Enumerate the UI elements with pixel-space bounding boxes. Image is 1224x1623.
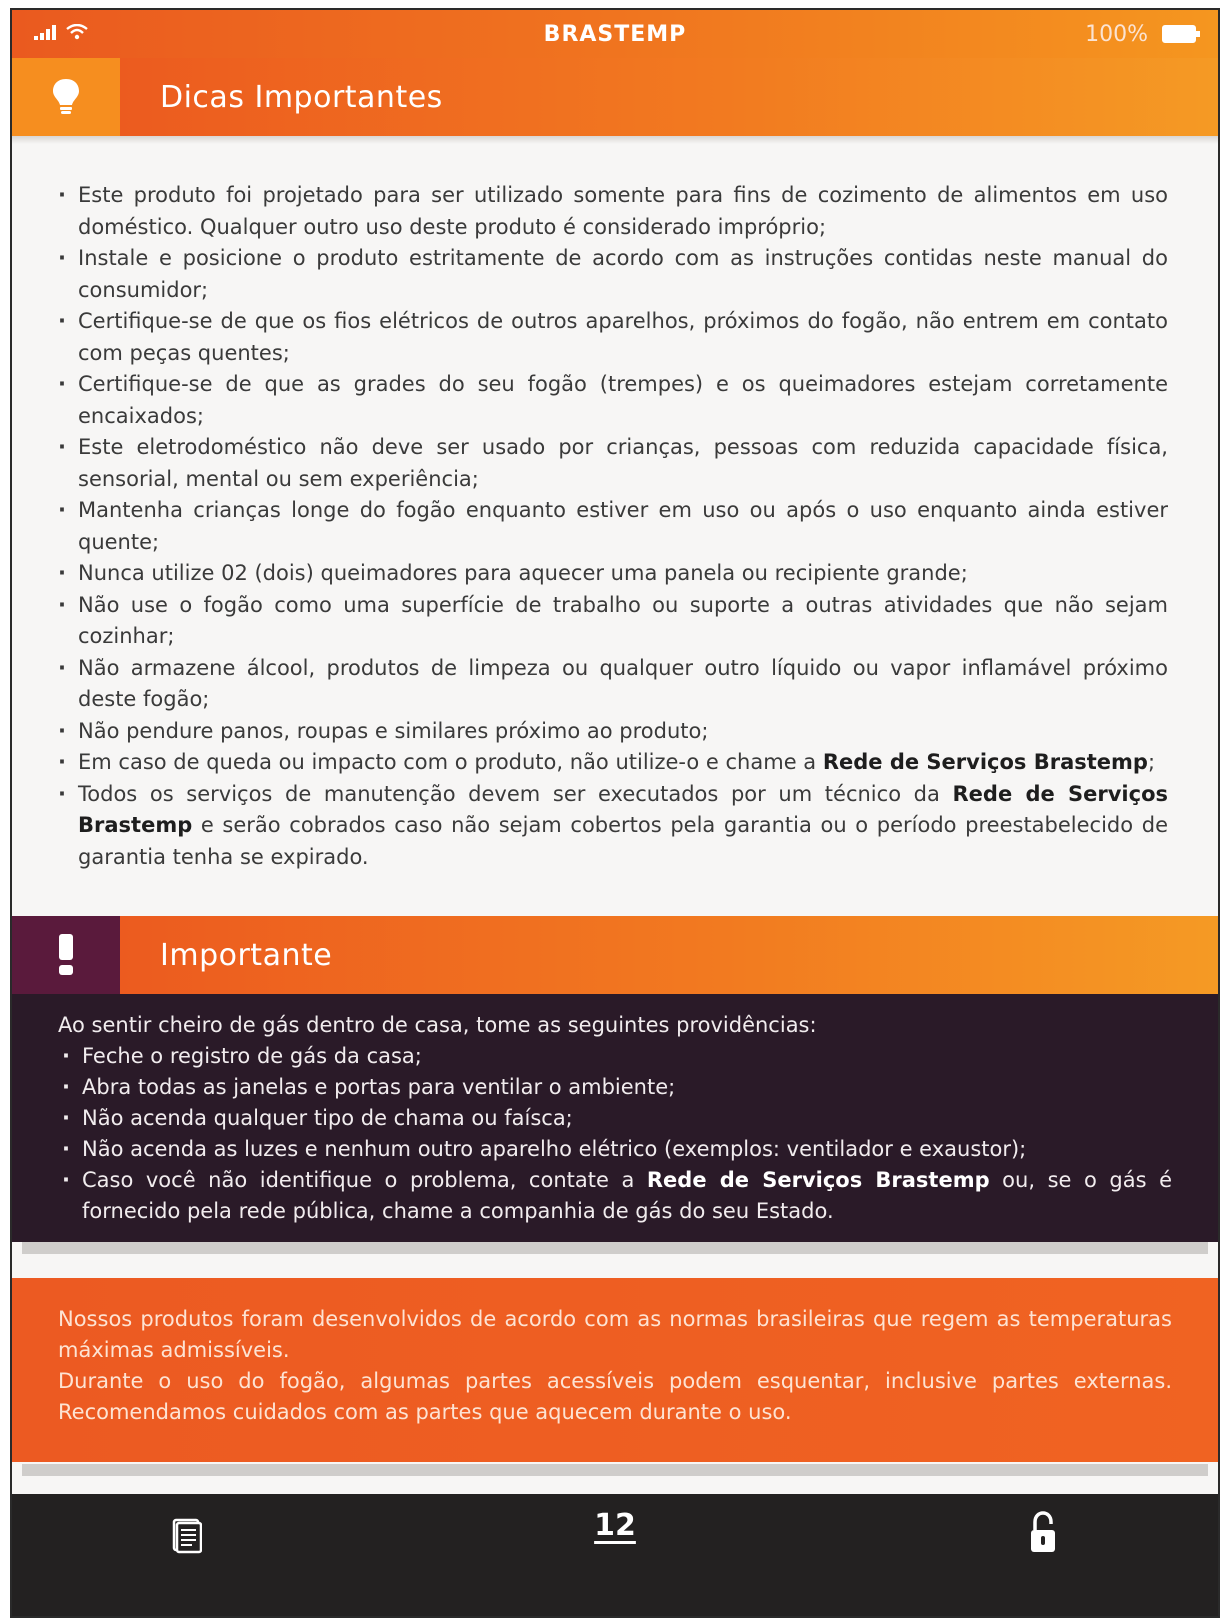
item-text: ; — [1147, 750, 1156, 774]
service-network-name: Rede de Serviços Brastemp — [822, 750, 1148, 774]
lock-icon[interactable] — [1028, 1510, 1058, 1554]
section-header-dicas — [12, 58, 1218, 136]
lightbulb-icon — [51, 77, 81, 117]
item-text: ou, se o gás é fornecido pela rede pública, chame a companhia de gás do seu Estado. — [82, 1168, 1172, 1223]
manual-page — [10, 8, 1220, 1618]
list-item: · Instale e posicione o produto estritamente de acordo com as instruções contidas neste manual do consumidor; — [58, 243, 1168, 306]
section-title: Dicas Importantes — [120, 58, 1218, 136]
battery-percentage: 100% — [1085, 22, 1148, 47]
list-item — [58, 1165, 1172, 1227]
service-network-name: Rede de Serviços Brastemp — [78, 781, 1168, 837]
battery-icon — [1162, 25, 1196, 43]
item-text: Caso você não identifique o problema, contate a — [82, 1168, 647, 1192]
bottom-nav-bar — [12, 1494, 1218, 1618]
notice-line: Durante o uso do fogão, algumas partes acessíveis podem esquentar, inclusive partes externas. Recomendamos cuidados com as partes que aquecem durante o uso. — [58, 1369, 1172, 1424]
brand-logo: BRASTEMP — [543, 22, 687, 47]
list-item: · Certifique-se de que as grades do seu fogão (trempes) e os queimadores estejam corretamente encaixados; — [58, 369, 1168, 432]
list-item: · Este eletrodoméstico não deve ser usado por crianças, pessoas com reduzida capacidade física, sensorial, mental ou sem experiência; — [58, 432, 1168, 495]
list-item: · Não acenda qualquer tipo de chama ou faísca; — [58, 1103, 1172, 1134]
list-item: · Não pendure panos, roupas e similares próximo ao produto; — [58, 716, 1168, 748]
list-item: · Certifique-se de que os fios elétricos de outros aparelhos, próximos do fogão, não entrem em contato com peças quentes; — [58, 306, 1168, 369]
tips-list — [58, 180, 1168, 873]
status-bar — [12, 10, 1218, 60]
gas-warning-box — [12, 994, 1218, 1242]
list-item: · Mantenha crianças longe do fogão enquanto estiver em uso ou após o uso enquanto ainda estiver quente; — [58, 495, 1168, 558]
temperature-notice — [12, 1278, 1218, 1462]
section-icon-box — [12, 58, 120, 136]
section-icon-box — [12, 916, 120, 994]
header-shadow — [12, 136, 1218, 144]
list-item — [58, 779, 1168, 874]
section-header-importante — [12, 916, 1218, 994]
item-text: e serão cobrados caso não sejam cobertos pela garantia ou o período preestabelecido de garantia tenha se expirado. — [78, 813, 1168, 869]
exclamation-icon — [58, 934, 74, 976]
list-item: · Não acenda as luzes e nenhum outro aparelho elétrico (exemplos: ventilador e exaustor); — [58, 1134, 1172, 1165]
list-item: · Não armazene álcool, produtos de limpeza ou qualquer outro líquido ou vapor inflamável próximo deste fogão; — [58, 653, 1168, 716]
item-text: Todos os serviços de manutenção devem ser executados por um técnico da — [78, 781, 953, 806]
list-item: · Não use o fogão como uma superfície de trabalho ou suporte a outras atividades que não sejam cozinhar; — [58, 590, 1168, 653]
gas-steps-list — [58, 1041, 1172, 1227]
service-network-name: Rede de Serviços Brastemp — [646, 1168, 990, 1192]
list-item: · Este produto foi projetado para ser utilizado somente para fins de cozimento de alimentos em uso doméstico. Qualquer outro uso deste produto é considerado impróprio; — [58, 180, 1168, 243]
section-title: Importante — [120, 916, 1218, 994]
notice-line: Nossos produtos foram desenvolvidos de acordo com as normas brasileiras que regem as temperaturas máximas admissíveis. — [58, 1307, 1172, 1362]
divider — [22, 1242, 1208, 1254]
gas-warning-intro: Ao sentir cheiro de gás dentro de casa, tome as seguintes providências: — [58, 1013, 817, 1037]
list-item: · Abra todas as janelas e portas para ventilar o ambiente; — [58, 1072, 1172, 1103]
list-item: · Feche o registro de gás da casa; — [58, 1041, 1172, 1072]
list-item — [58, 747, 1168, 779]
page-number[interactable]: 12 — [594, 1508, 636, 1543]
item-text: Em caso de queda ou impacto com o produto, não utilize-o e chame a — [78, 750, 823, 774]
divider — [22, 1464, 1208, 1476]
list-item: · Nunca utilize 02 (dois) queimadores para aquecer uma panela ou recipiente grande; — [58, 558, 1168, 590]
